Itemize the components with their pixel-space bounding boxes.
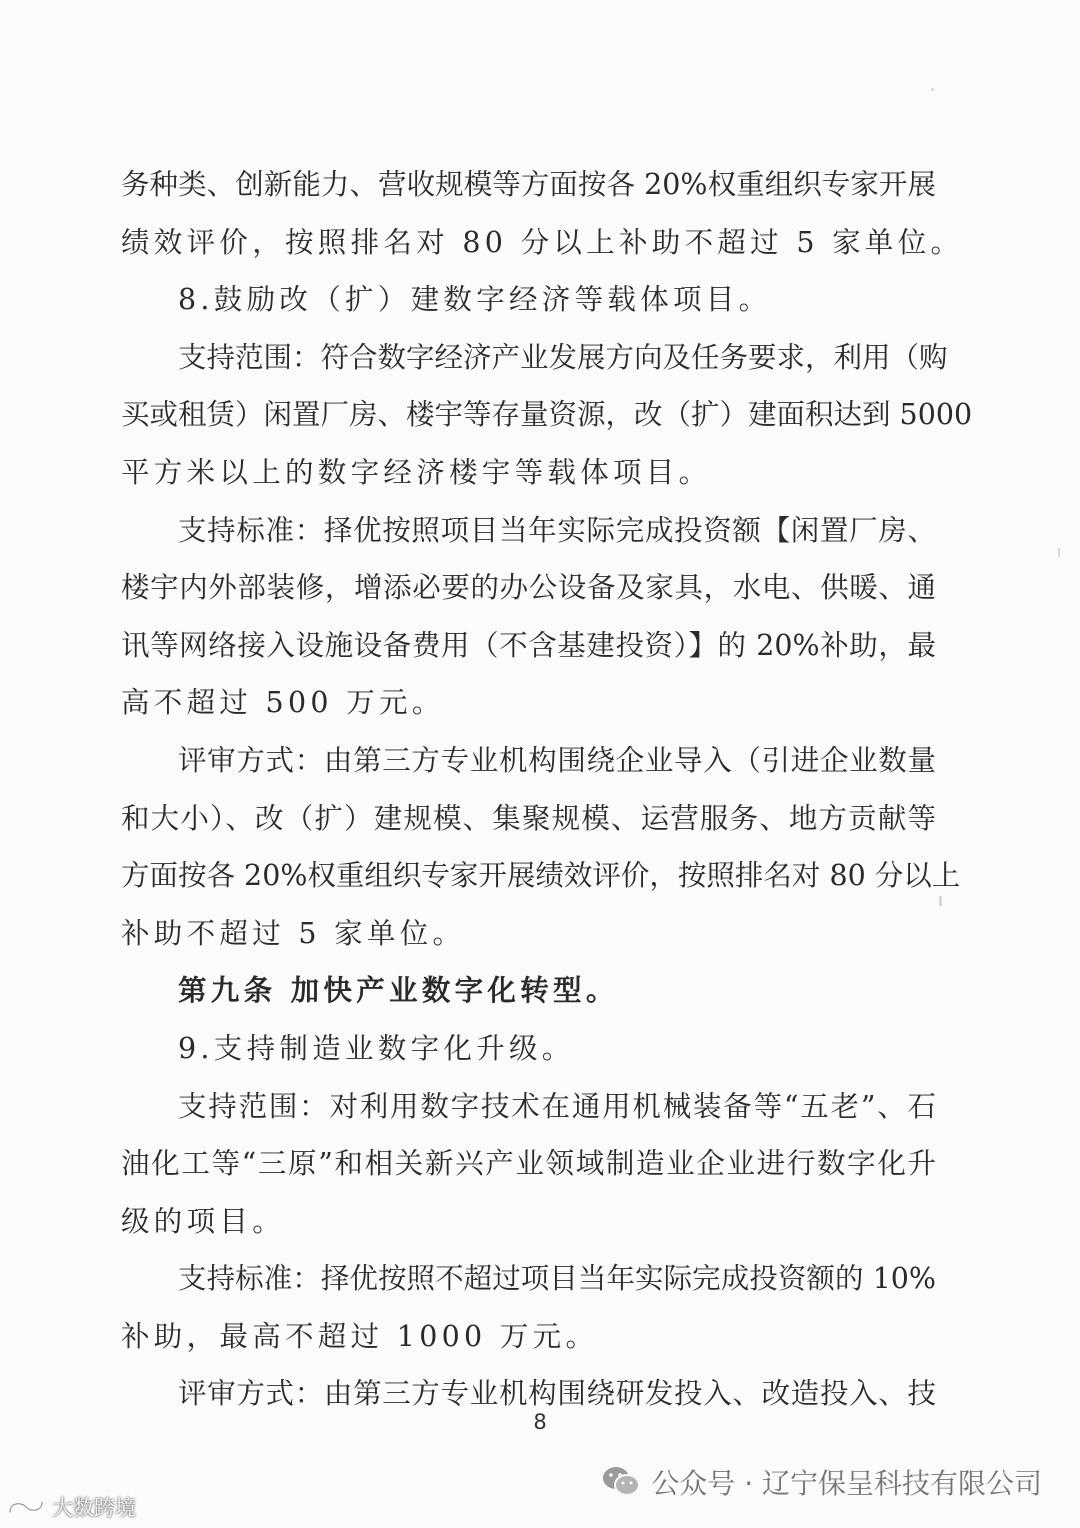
scan-speck xyxy=(1058,548,1060,557)
text-line: 补助不超过 5 家单位。 xyxy=(121,916,466,950)
text-line: 讯等网络接入设施设备费用（不含基建投资）】的 20%补助，最 xyxy=(121,628,936,662)
item-heading: 8.鼓励改（扩）建数字经济等载体项目。 xyxy=(178,283,772,317)
text-line: 平方米以上的数字经济楼宇等载体项目。 xyxy=(121,455,712,489)
text-line: 和大小）、改（扩）建规模、集聚规模、运营服务、地方贡献等 xyxy=(121,801,936,835)
scan-speck xyxy=(931,88,934,91)
text-line: 买或租赁）闲置厂房、楼宇等存量资源，改（扩）建面积达到 5000 xyxy=(121,398,973,432)
text-line: 评审方式：由第三方专业机构围绕企业导入（引进企业数量 xyxy=(178,743,936,777)
corner-watermark xyxy=(6,1492,136,1522)
item-heading: 9.支持制造业数字化升级。 xyxy=(178,1031,575,1065)
document-body xyxy=(121,156,973,1423)
watermark xyxy=(601,1462,1042,1502)
logo-icon xyxy=(6,1496,46,1518)
text-line: 方面按各 20%权重组织专家开展绩效评价，按照排名对 80 分以上 xyxy=(121,859,961,893)
text-line: 高不超过 500 万元。 xyxy=(121,686,445,720)
text-line: 楼宇内外部装修，增添必要的办公设备及家具，水电、供暖、通 xyxy=(121,571,936,605)
text-line: 级的项目。 xyxy=(121,1204,286,1238)
text-line: 支持范围：对利用数字技术在通用机械装备等“五老”、石 xyxy=(178,1089,936,1123)
scan-speck xyxy=(939,896,942,906)
text-line: 绩效评价，按照排名对 80 分以上补助不超过 5 家单位。 xyxy=(121,225,964,259)
wechat-icon xyxy=(601,1465,641,1499)
text-line: 支持范围：符合数字经济产业发展方向及任务要求，利用（购 xyxy=(178,340,948,374)
text-line: 支持标准：择优按照不超过项目当年实际完成投资额的 10% xyxy=(178,1262,936,1296)
text-line: 务种类、创新能力、营收规模等方面按各 20%权重组织专家开展 xyxy=(121,168,936,201)
text-line: 支持标准：择优按照项目当年实际完成投资额【闲置厂房、 xyxy=(178,513,936,547)
article-heading: 第九条 加快产业数字化转型。 xyxy=(178,973,619,1008)
page-number: 8 xyxy=(533,1410,547,1434)
text-line: 油化工等“三原”和相关新兴产业领域制造业企业进行数字化升 xyxy=(121,1147,936,1181)
text-line: 补助，最高不超过 1000 万元。 xyxy=(121,1319,599,1353)
text-line: 评审方式：由第三方专业机构围绕研发投入、改造投入、技 xyxy=(178,1377,936,1411)
watermark-text: 公众号 · 辽宁保呈科技有限公司 xyxy=(651,1467,1042,1500)
corner-watermark-text: 大数跨境 xyxy=(52,1496,136,1520)
